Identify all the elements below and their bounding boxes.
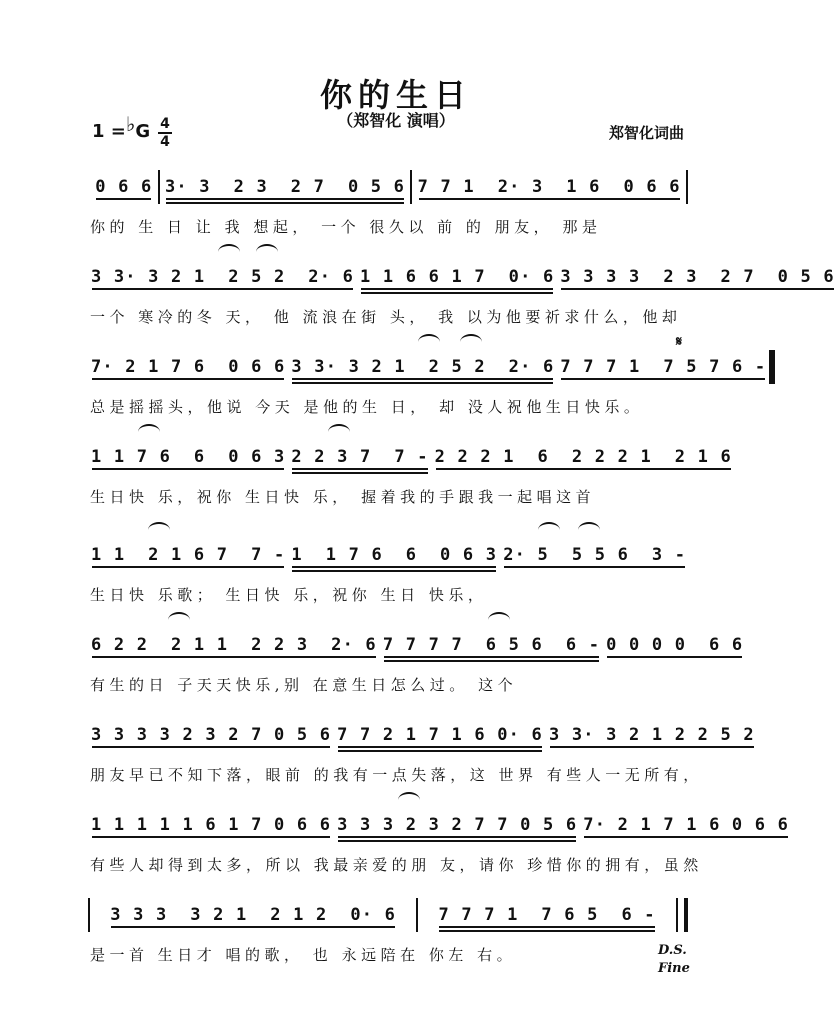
underline-beam	[96, 198, 151, 200]
slur-mark	[418, 334, 440, 350]
double-barline	[676, 898, 688, 932]
slur-row	[88, 154, 688, 172]
underline-beam	[439, 926, 654, 928]
measure: 7 7 7 1 7 6 5 6 -	[435, 905, 658, 925]
underline-beam	[92, 378, 284, 380]
underline-beam	[92, 746, 330, 748]
song-title: 你的生日	[319, 76, 472, 114]
measure: 3 3· 3 2 1 2 5 2 2· 6	[88, 267, 357, 287]
measure: 7· 2 1 7 1 6 0 6 6	[580, 815, 792, 835]
slur-mark	[460, 334, 482, 350]
slur-row	[88, 334, 688, 352]
slur-row	[88, 882, 688, 900]
underline-beam-double	[361, 292, 553, 294]
notes-row	[88, 540, 688, 570]
underline-beam	[92, 656, 376, 658]
slur-mark	[328, 424, 350, 440]
measure: 3 3 3 2 3 2 7 7 0 5 6	[334, 815, 580, 835]
underline-beam	[111, 926, 395, 928]
meter-top: 4	[160, 116, 170, 132]
key-prefix: 1 =	[92, 121, 126, 142]
double-barline	[769, 350, 775, 384]
ds-fine-mark	[658, 942, 690, 978]
ds-label: D.S.	[658, 943, 687, 958]
fine-label: Fine	[658, 961, 690, 976]
measure: 7· 2 1 7 6 0 6 6	[88, 357, 288, 377]
underline-beam	[504, 566, 685, 568]
slur-mark	[578, 522, 600, 538]
measure: 7 7 7 7 6 5 6 6 -	[380, 635, 603, 655]
measure: 1 1 2 1 6 7 7 -	[88, 545, 288, 565]
underline-beam	[584, 836, 788, 838]
slur-row	[88, 792, 688, 810]
slur-row	[88, 522, 688, 540]
notes-row	[88, 352, 767, 382]
measure: 1 1 6 6 1 7 0· 6	[357, 267, 557, 287]
underline-beam-double	[292, 570, 496, 572]
underline-beam	[561, 378, 765, 380]
slur-row	[88, 702, 688, 720]
slur-mark	[488, 612, 510, 628]
underline-beam	[561, 288, 833, 290]
slur-mark	[138, 424, 160, 440]
measure: 3· 3 2 3 2 7 0 5 6	[162, 177, 408, 197]
key-note: G	[135, 121, 151, 142]
underline-beam	[550, 746, 754, 748]
lyrics-line: 生日快 乐歌； 生日快 乐，祝你 生日 快乐，	[90, 586, 488, 604]
meter-bottom: 4	[160, 134, 170, 150]
song-subtitle: （郑智化 演唱）	[337, 111, 455, 130]
underline-beam	[92, 836, 330, 838]
segno-sign: 𝄋	[676, 334, 683, 350]
slur-mark	[538, 522, 560, 538]
measure: 3 3· 3 2 1 2 5 2 2· 6	[288, 357, 557, 377]
barline	[410, 170, 412, 204]
lyrics-line: 是一首 生日才 唱的歌， 也 永远陪在 你左 右。	[90, 946, 517, 964]
barline	[158, 170, 160, 204]
measure: 1 1 7 6 6 0 6 3	[288, 545, 500, 565]
lyrics-line: 有生的日 子天天快乐,别 在意生日怎么过。 这个	[90, 676, 518, 694]
measure: 3 3 3 3 2 3 2 7 0 5 6	[88, 725, 334, 745]
underline-beam	[607, 656, 742, 658]
slur-mark	[398, 792, 420, 808]
underline-beam	[419, 198, 680, 200]
notes-row	[88, 720, 755, 750]
lyrics-line: 一个 寒冷的冬 天， 他 流浪在街 头， 我 以为他要祈求什么，他却	[90, 308, 682, 326]
measure: 7 7 2 1 7 1 6 0· 6	[334, 725, 546, 745]
measure: 3 3 3 3 2 1 2 1 2 0· 6	[107, 905, 399, 925]
measure: 2 2 3 7 7 -	[288, 447, 431, 467]
measure: 7 7 1 2· 3 1 6 0 6 6	[415, 177, 684, 197]
slur-row	[88, 244, 688, 262]
barline	[88, 898, 90, 932]
underline-beam-double	[338, 840, 576, 842]
underline-beam-double	[384, 660, 599, 662]
underline-beam	[292, 566, 496, 568]
measure: 1 1 7 6 6 0 6 3	[88, 447, 288, 467]
underline-beam	[361, 288, 553, 290]
underline-beam-double	[439, 930, 654, 932]
underline-beam-double	[292, 472, 427, 474]
underline-beam	[92, 288, 353, 290]
measure: 3 3 3 3 2 3 2 7 0 5 6	[557, 267, 837, 287]
slur-mark	[256, 244, 278, 260]
underline-beam-double	[292, 382, 553, 384]
notes-row	[88, 630, 744, 660]
notes-row	[88, 810, 790, 840]
lyrics-line: 朋友早已不知下落，眼前 的我有一点失落，这 世界 有些人一无所有，	[90, 766, 703, 784]
measure: 7 7 7 1 7 5 7 6 -	[557, 357, 769, 377]
slur-mark	[148, 522, 170, 538]
notes-row	[88, 172, 688, 202]
underline-beam-double	[166, 202, 404, 204]
notes-row	[88, 442, 732, 472]
measure: 2 2 2 1 6 2 2 2 1 2 1 6	[432, 447, 735, 467]
underline-beam	[338, 836, 576, 838]
underline-beam	[166, 198, 404, 200]
measure: 0 6 6	[92, 177, 155, 197]
barline	[416, 898, 418, 932]
underline-beam-double	[338, 750, 542, 752]
measure: 3 3· 3 2 1 2 2 5 2	[546, 725, 758, 745]
key-signature	[92, 112, 151, 142]
song-credit: 郑智化词曲	[608, 124, 684, 142]
flat-sign: ♭	[125, 112, 136, 136]
lyrics-line: 有些人却得到太多，所以 我最亲爱的朋 友，请你 珍惜你的拥有，虽然	[90, 856, 703, 874]
underline-beam	[384, 656, 599, 658]
underline-beam	[436, 468, 731, 470]
lyrics-line: 生日快 乐，祝你 生日快 乐， 握着我的手跟我一起唱这首	[90, 488, 596, 506]
slur-mark	[168, 612, 190, 628]
underline-beam	[292, 468, 427, 470]
underline-beam	[92, 566, 284, 568]
underline-beam	[92, 468, 284, 470]
time-signature	[158, 116, 172, 150]
measure: 0 0 0 0 6 6	[603, 635, 746, 655]
underline-beam	[292, 378, 553, 380]
lyrics-line: 总是摇摇头，他说 今天 是他的生 日， 却 没人祝他生日快乐。	[90, 398, 644, 416]
slur-row	[88, 612, 688, 630]
measure: 6 2 2 2 1 1 2 2 3 2· 6	[88, 635, 380, 655]
notes-row	[88, 262, 835, 292]
slur-mark	[218, 244, 240, 260]
measure: 2· 5 5 5 6 3 -	[500, 545, 689, 565]
barline	[686, 170, 688, 204]
slur-row	[88, 424, 688, 442]
underline-beam	[338, 746, 542, 748]
lyrics-line: 你的 生 日 让 我 想起， 一个 很久以 前 的 朋友， 那是	[90, 218, 602, 236]
measure: 1 1 1 1 1 6 1 7 0 6 6	[88, 815, 334, 835]
notes-row	[88, 900, 688, 930]
